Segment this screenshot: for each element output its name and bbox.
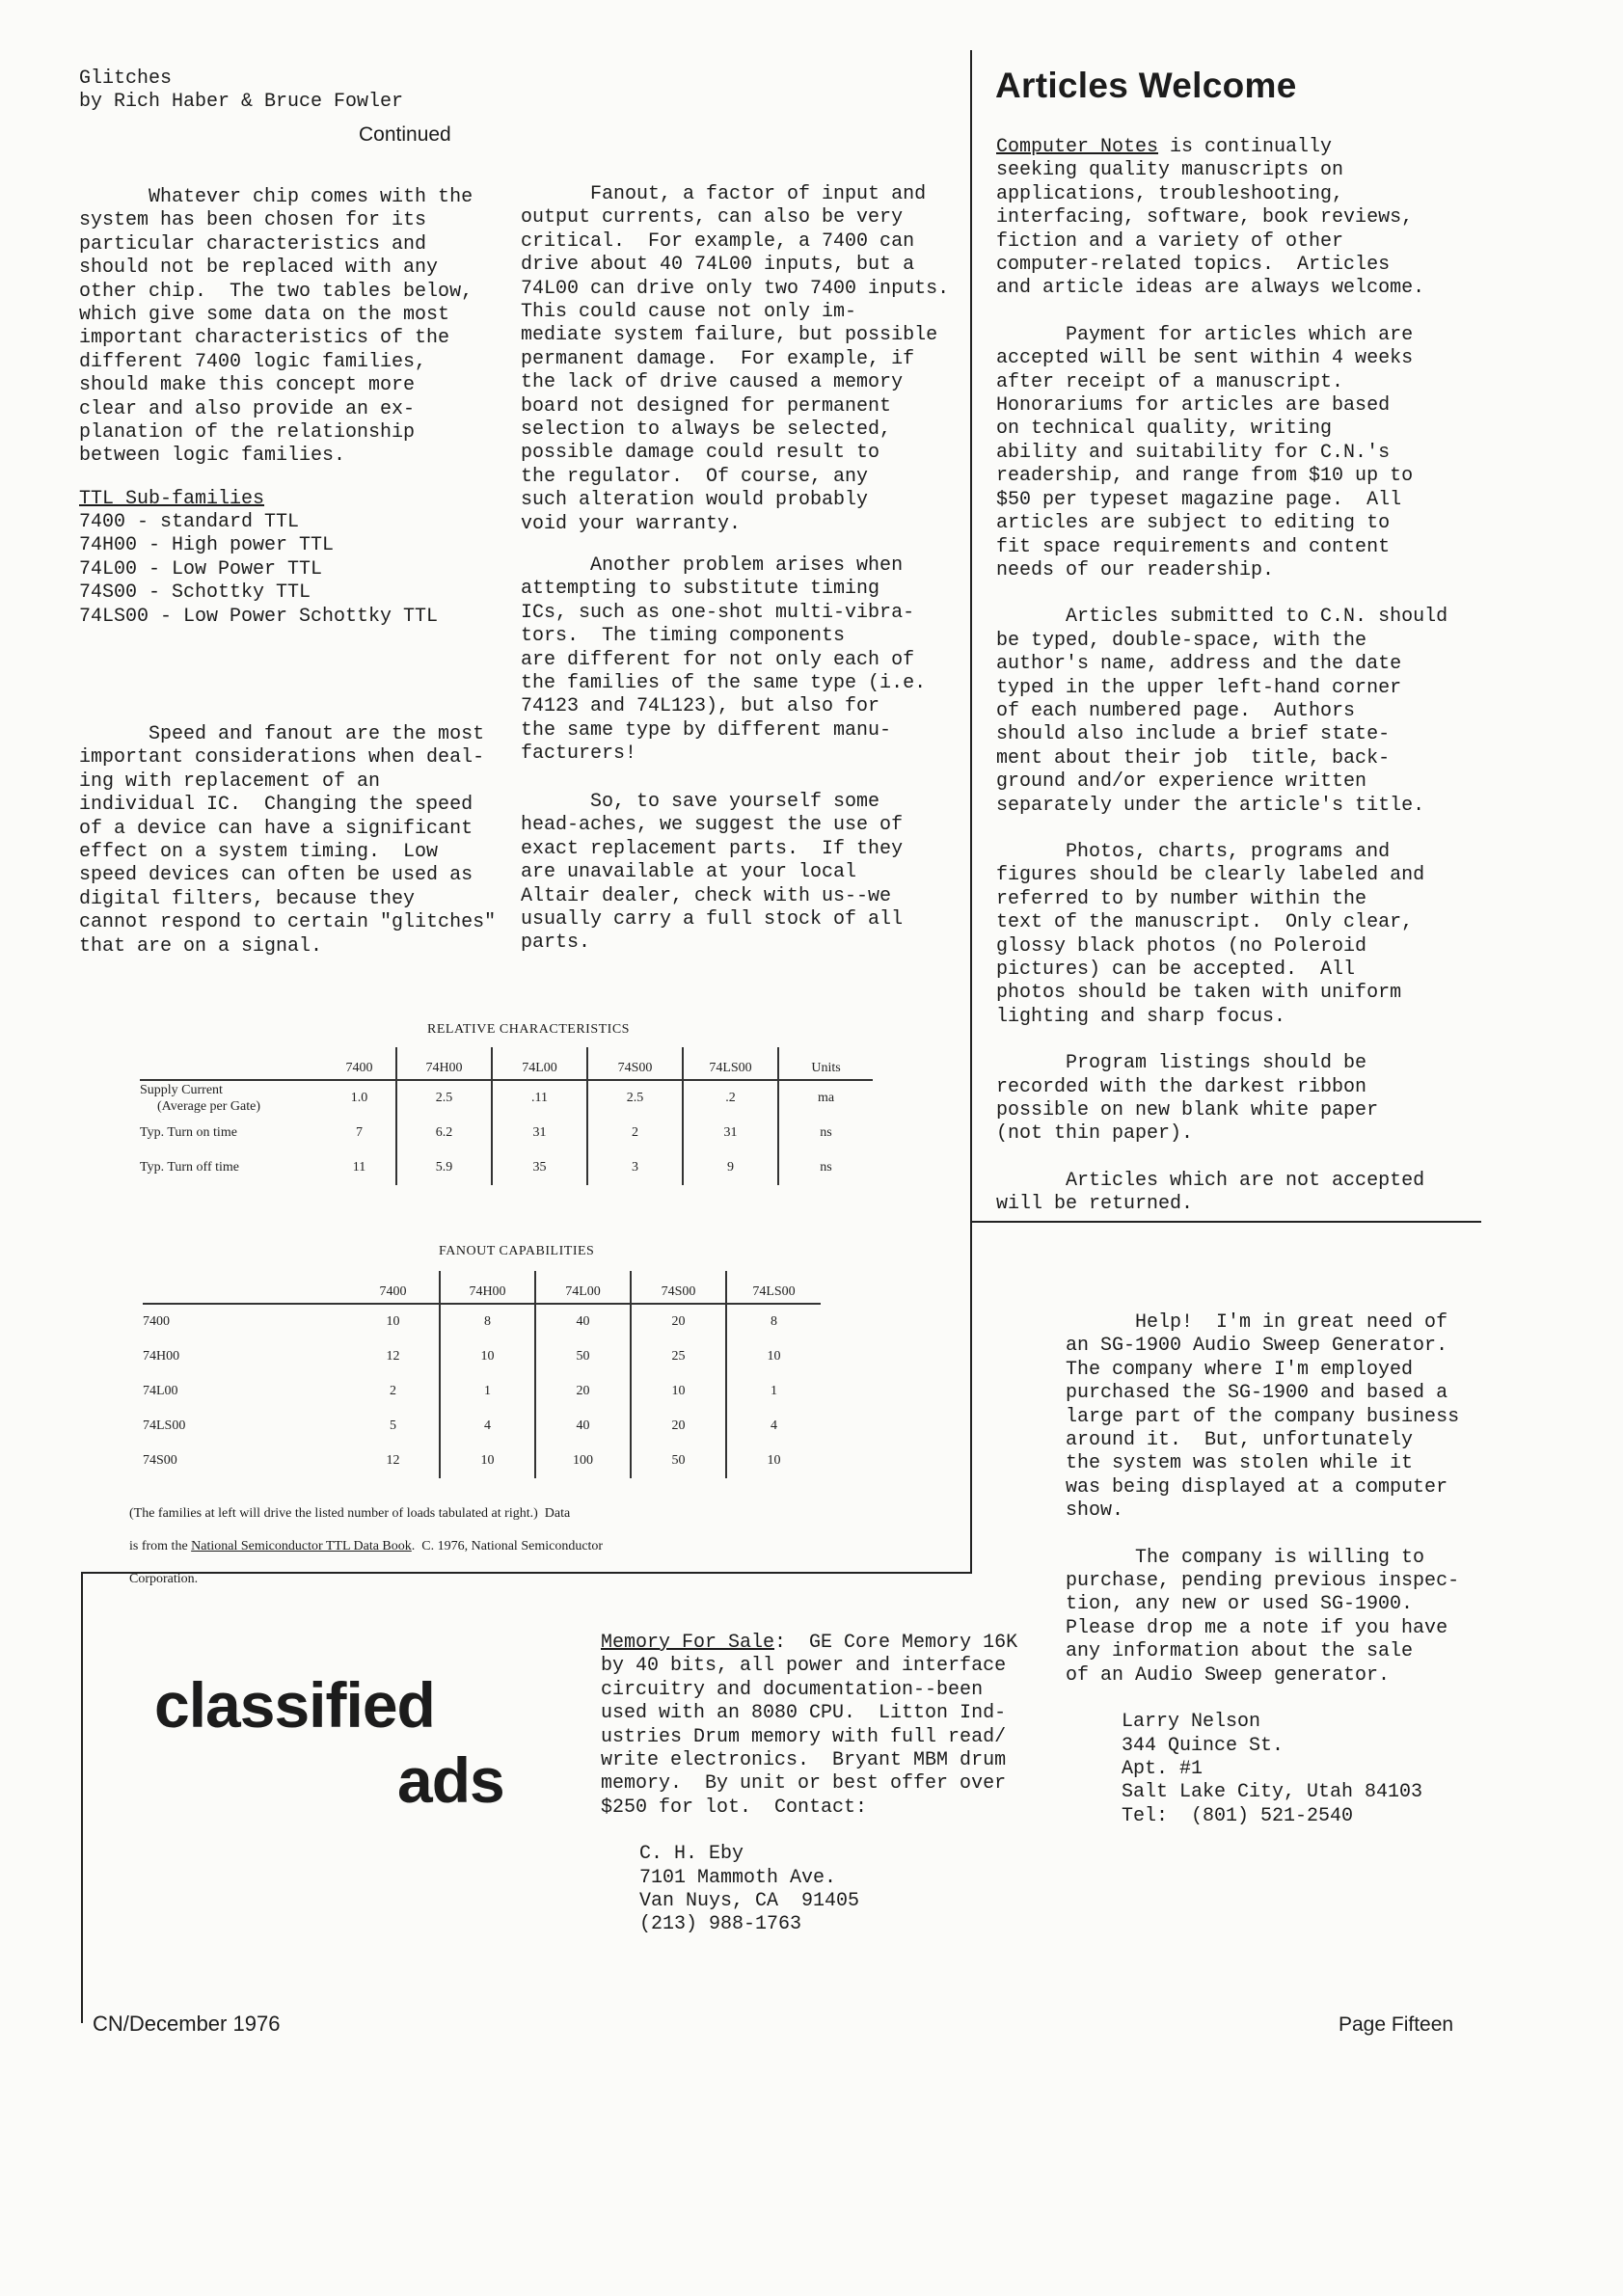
table-cell: ma — [778, 1080, 873, 1116]
table-cell: 10 — [440, 1339, 535, 1374]
note-line: Corporation. — [129, 1572, 199, 1586]
subfamily-item: 74S00 - Schottky TTL — [79, 581, 311, 605]
article-byline: by Rich Haber & Bruce Fowler — [79, 91, 404, 113]
table-row — [143, 1374, 821, 1409]
articles-paragraph1 — [996, 136, 1447, 159]
memory-ad-contact: C. H. Eby 7101 Mammoth Ave. Van Nuys, CA 91405 (213) 988-1763 — [639, 1843, 860, 1936]
row-label: 74L00 — [143, 1384, 178, 1398]
table-header-row — [140, 1047, 873, 1080]
row-label: 74H00 — [143, 1349, 180, 1364]
column2-paragraph3: So, to save yourself some head-aches, we suggest the use of exact replacement parts. If they are unavailable at your local Altair dealer, check with us--we usually carry a full stock of all parts. — [521, 791, 904, 955]
articles-welcome-body — [996, 136, 1447, 1217]
note-line: (The families at left will drive the listed number of loads tabulated at right.) Data — [129, 1506, 571, 1521]
note-line — [129, 1538, 603, 1554]
table-cell: 10 — [631, 1374, 726, 1409]
fanout-capabilities-table — [143, 1271, 821, 1478]
column-header: 7400 — [347, 1271, 440, 1304]
column-header: 74S00 — [587, 1047, 683, 1080]
continued-label: Continued — [359, 123, 451, 146]
articles-welcome-heading: Articles Welcome — [995, 66, 1297, 105]
table-cell: 9 — [683, 1150, 778, 1185]
row-label: Typ. Turn on time — [140, 1125, 237, 1140]
articles-paragraph6: Articles which are not accepted will be returned. — [996, 1169, 1425, 1216]
computer-notes-title: Computer Notes — [996, 136, 1159, 158]
footer-page-number: Page Fifteen — [1339, 2013, 1454, 2036]
table-cell: .11 — [492, 1080, 587, 1116]
horizontal-rule-articles-bottom — [970, 1221, 1481, 1223]
table-cell: 7 — [356, 1125, 363, 1140]
table-cell: 40 — [535, 1409, 631, 1444]
table-cell: 31 — [683, 1116, 778, 1150]
articles-paragraph5: Program listings should be recorded with the darkest ribbon possible on new blank white paper (not thin paper). — [996, 1052, 1379, 1146]
table-cell: 5.9 — [396, 1150, 492, 1185]
table-cell: 2.5 — [587, 1080, 683, 1116]
memory-ad-body: by 40 bits, all power and interface circuitry and documentation--been used with an 8080 CPU. Litton Ind- ustries Drum memory with full read/ write electronics. Bryant MBM drum memory. By unit or best offer over $250 for lot. Contact: — [601, 1655, 1007, 1819]
row-label: 74LS00 — [143, 1418, 186, 1433]
table-cell: 20 — [631, 1409, 726, 1444]
memory-for-sale-ad — [601, 1632, 1017, 1937]
table-row — [143, 1304, 821, 1339]
column1-paragraph1: Whatever chip comes with the system has been chosen for its particular characteristics and should not be replaced with any other chip. The two tables below, which give some data on the most important characteristics of the different 7400 logic families, should make this concept more clear and also provide an ex- planation of the relationship between logic families. — [79, 186, 473, 468]
classified-heading-word2: ads — [397, 1744, 504, 1816]
table-cell: 10 — [726, 1339, 821, 1374]
memory-ad-heading: Memory For Sale — [601, 1632, 775, 1654]
note-text: . C. 1976, National Semiconductor — [411, 1539, 604, 1553]
table-cell: ns — [778, 1150, 873, 1185]
table-cell: .2 — [683, 1080, 778, 1116]
column-header: 74H00 — [396, 1047, 492, 1080]
fanout-table-note — [129, 1489, 603, 1604]
row-label: 7400 — [143, 1314, 170, 1329]
column2-paragraph1: Fanout, a factor of input and output currents, can also be very critical. For example, a 7400 can drive about 40 74L00 inputs, but a 74L00 can drive only two 7400 inputs. This could cause not only im- mediate system failure, but possible permanent damage. For example, if the lack of drive caused a memory board not designed for permanent selection to always be selected, possible damage could result to the regulator. Of course, any such alteration would probably void your warranty. — [521, 183, 950, 535]
articles-paragraph3: Articles submitted to C.N. should be typed, double-space, with the author's name, address and the date typed in the upper left-hand corner of each numbered page. Authors should also include a brief state- ment about their job title, back- ground and/or experience written separately under the article's title. — [996, 606, 1448, 817]
table-cell: 6.2 — [396, 1116, 492, 1150]
table-cell: 8 — [440, 1304, 535, 1339]
table-cell: 25 — [631, 1339, 726, 1374]
column-header: 74LS00 — [726, 1271, 821, 1304]
subfamily-item: 74L00 - Low Power TTL — [79, 557, 323, 581]
column2-paragraph2: Another problem arises when attempting to substitute timing ICs, such as one-shot multi-vibra- tors. The timing components are different for not only each of the families of the same type (i.e. 74123 and 74L123), but also for the same type by different manu- facturers! — [521, 554, 927, 766]
table-cell: 2 — [390, 1384, 396, 1398]
help-ad-contact: Larry Nelson 344 Quince St. Apt. #1 Salt Lake City, Utah 84103 Tel: (801) 521-2540 — [1122, 1711, 1423, 1827]
table-row — [140, 1080, 873, 1116]
column1-paragraph2: Speed and fanout are the most important considerations when deal- ing with replacement of an individual IC. Changing the speed of a device can have a significant effect on a system timing. Low speed devices can often be used as digital filters, because they cannot respond to certain "glitches" that are on a signal. — [79, 723, 497, 958]
table-cell: 10 — [726, 1444, 821, 1478]
table-cell: 40 — [535, 1304, 631, 1339]
memory-ad-first-rest: : GE Core Memory 16K — [774, 1632, 1018, 1654]
column-header: 74S00 — [631, 1271, 726, 1304]
column-header: 74LS00 — [683, 1047, 778, 1080]
row-label-line: (Average per Gate) — [157, 1099, 261, 1114]
table-cell: 3 — [587, 1150, 683, 1185]
table-cell: 20 — [631, 1304, 726, 1339]
column-header: 7400 — [323, 1047, 396, 1080]
row-label — [140, 1080, 323, 1116]
column-header: 74L00 — [535, 1271, 631, 1304]
row-label: 74S00 — [143, 1453, 177, 1468]
table-cell: 1.0 — [350, 1091, 368, 1105]
table-cell: 10 — [440, 1444, 535, 1478]
table-row — [140, 1116, 873, 1150]
column-header: 74L00 — [492, 1047, 587, 1080]
row-label: Typ. Turn off time — [140, 1160, 239, 1175]
article-title: Glitches — [79, 68, 173, 90]
subfamily-item: 74LS00 - Low Power Schottky TTL — [79, 605, 439, 628]
memory-ad-first-line — [601, 1632, 1017, 1655]
table-header-row — [143, 1271, 821, 1304]
data-book-reference: National Semiconductor TTL Data Book — [191, 1539, 412, 1553]
table-cell: 1 — [726, 1374, 821, 1409]
table-cell: 2.5 — [396, 1080, 492, 1116]
column-header: Units — [778, 1047, 873, 1080]
subfamilies-heading: TTL Sub-families — [79, 488, 265, 510]
help-ad — [1066, 1311, 1459, 1828]
table-cell: 50 — [535, 1339, 631, 1374]
table-cell: 12 — [386, 1349, 400, 1364]
vertical-rule-columns — [970, 50, 972, 1572]
table-cell: 100 — [535, 1444, 631, 1478]
subfamily-item: 7400 - standard TTL — [79, 511, 300, 533]
articles-p1-first-line: is continually — [1158, 136, 1333, 158]
table-cell: 11 — [352, 1160, 366, 1175]
table-cell: 1 — [440, 1374, 535, 1409]
note-text: is from the — [129, 1539, 192, 1553]
classified-heading-word1: classified — [154, 1669, 435, 1741]
fanout-table-title: FANOUT CAPABILITIES — [439, 1244, 595, 1258]
relative-table-title: RELATIVE CHARACTERISTICS — [427, 1022, 630, 1037]
table-row — [143, 1444, 821, 1478]
table-row — [143, 1409, 821, 1444]
table-cell: 8 — [726, 1304, 821, 1339]
articles-paragraph2: Payment for articles which are accepted will be sent within 4 weeks after receipt of a manuscript. Honorariums for articles are based on technical quality, writing ability and suitability for C.N.'s readership, and range from $10 up to $50 per typeset magazine page. All articles are subject to editing to fit space requirements and content needs of our readership. — [996, 323, 1414, 581]
table-cell: 2 — [587, 1116, 683, 1150]
table-cell: 10 — [386, 1314, 400, 1329]
help-ad-paragraph2: The company is willing to purchase, pending previous inspec- tion, any new or used SG-1900. Please drop me a note if you have any information about the sale of an Audio Sweep generator. — [1066, 1546, 1460, 1687]
table-cell: 5 — [390, 1418, 396, 1433]
subfamilies-list — [79, 511, 438, 629]
table-cell: ns — [778, 1116, 873, 1150]
column-header: 74H00 — [440, 1271, 535, 1304]
table-row — [143, 1339, 821, 1374]
vertical-rule-classified-left — [81, 1572, 83, 2023]
table-cell: 4 — [440, 1409, 535, 1444]
articles-paragraph4: Photos, charts, programs and figures should be clearly labeled and referred to by number within the text of the manuscript. Only clear, glossy black photos (no Poleroid pictures) can be accepted. All photos should be taken with uniform lighting and sharp focus. — [996, 840, 1425, 1028]
table-cell: 20 — [535, 1374, 631, 1409]
table-cell: 31 — [492, 1116, 587, 1150]
table-cell: 35 — [492, 1150, 587, 1185]
footer-issue: CN/December 1976 — [93, 2012, 281, 2036]
help-ad-paragraph1: Help! I'm in great need of an SG-1900 Audio Sweep Generator. The company where I'm employed purchased the SG-1900 and based a large part of the company business around it. But, unfortunately the system was stolen while it was being displayed at a computer show. — [1066, 1311, 1460, 1523]
table-row — [140, 1150, 873, 1185]
articles-paragraph1-body: seeking quality manuscripts on applications, troubleshooting, interfacing, software, book reviews, fiction and a variety of other computer-related topics. Articles and article ideas are always welcome. — [996, 159, 1425, 300]
table-cell: 50 — [631, 1444, 726, 1478]
relative-characteristics-table — [140, 1047, 873, 1185]
row-label-line: Supply Current — [140, 1083, 223, 1097]
table-cell: 12 — [386, 1453, 400, 1468]
subfamily-item: 74H00 - High power TTL — [79, 534, 335, 557]
table-cell: 4 — [726, 1409, 821, 1444]
